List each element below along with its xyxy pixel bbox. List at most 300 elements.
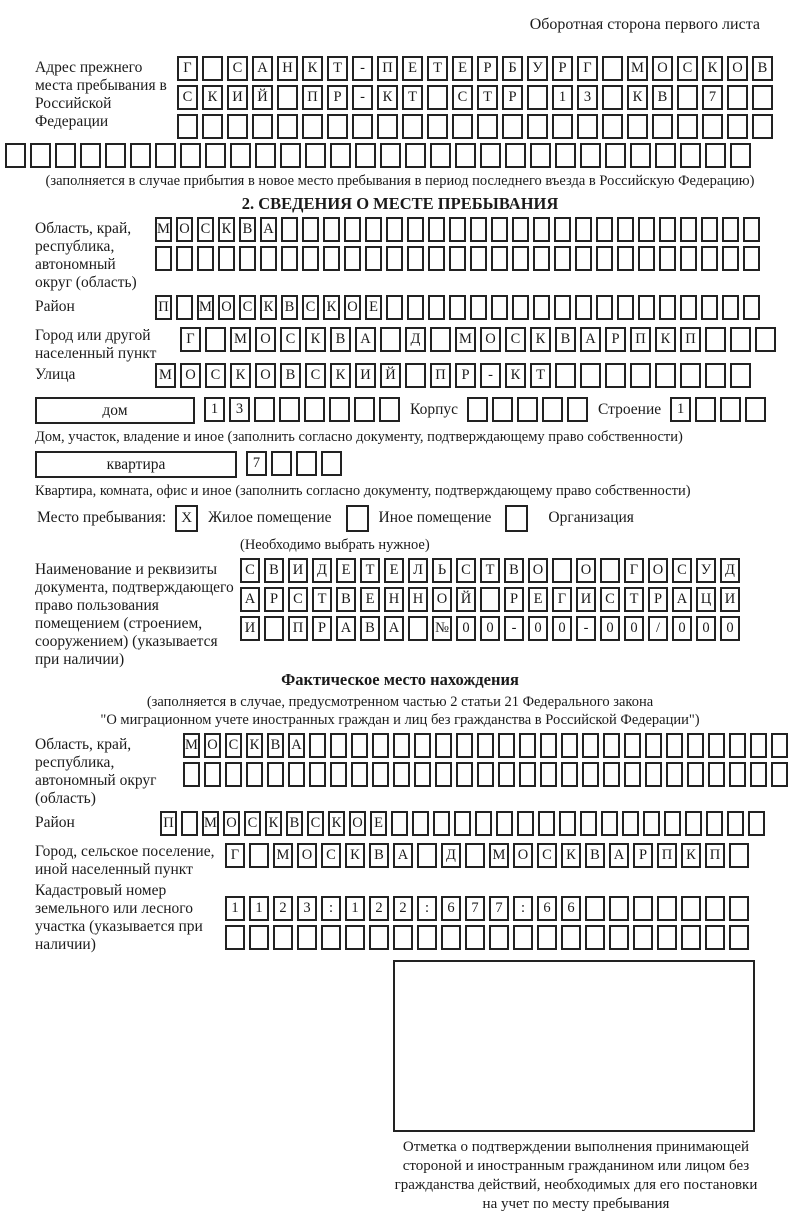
char-box[interactable]: Р — [633, 843, 653, 868]
char-box[interactable] — [255, 143, 276, 168]
char-box[interactable] — [677, 85, 698, 110]
char-box[interactable] — [277, 85, 298, 110]
char-box[interactable]: 0 — [624, 616, 644, 641]
char-box[interactable] — [585, 925, 605, 950]
char-box[interactable]: 0 — [552, 616, 572, 641]
inoe-checkbox[interactable] — [346, 505, 369, 532]
char-box[interactable] — [645, 762, 662, 787]
char-box[interactable]: Д — [441, 843, 461, 868]
char-box[interactable]: 2 — [393, 896, 413, 921]
char-box[interactable] — [323, 217, 340, 242]
char-box[interactable]: / — [648, 616, 668, 641]
char-box[interactable]: 2 — [273, 896, 293, 921]
char-box[interactable]: Т — [402, 85, 423, 110]
char-box[interactable] — [575, 217, 592, 242]
char-box[interactable] — [304, 397, 325, 422]
char-box[interactable]: А — [609, 843, 629, 868]
char-box[interactable]: П — [160, 811, 177, 836]
char-box[interactable]: 7 — [489, 896, 509, 921]
char-box[interactable] — [428, 217, 445, 242]
char-box[interactable]: Р — [504, 587, 524, 612]
char-box[interactable] — [666, 733, 683, 758]
char-box[interactable] — [596, 217, 613, 242]
char-box[interactable] — [680, 217, 697, 242]
char-box[interactable]: 0 — [480, 616, 500, 641]
char-box[interactable]: В — [286, 811, 303, 836]
char-box[interactable]: К — [681, 843, 701, 868]
char-box[interactable]: У — [527, 56, 548, 81]
char-box[interactable]: С — [321, 843, 341, 868]
char-box[interactable]: В — [360, 616, 380, 641]
char-box[interactable]: 6 — [441, 896, 461, 921]
char-box[interactable] — [533, 217, 550, 242]
char-box[interactable] — [743, 295, 760, 320]
char-box[interactable] — [512, 246, 529, 271]
char-box[interactable] — [513, 925, 533, 950]
char-box[interactable] — [627, 114, 648, 139]
char-box[interactable]: Т — [530, 363, 551, 388]
char-box[interactable] — [280, 143, 301, 168]
char-box[interactable] — [527, 114, 548, 139]
char-box[interactable] — [369, 925, 389, 950]
char-box[interactable] — [489, 925, 509, 950]
char-box[interactable] — [677, 114, 698, 139]
char-box[interactable]: В — [239, 217, 256, 242]
char-box[interactable] — [542, 397, 563, 422]
char-box[interactable] — [752, 114, 773, 139]
char-box[interactable] — [260, 246, 277, 271]
char-box[interactable] — [254, 397, 275, 422]
char-box[interactable]: 7 — [246, 451, 267, 476]
char-box[interactable]: В — [267, 733, 284, 758]
char-box[interactable] — [687, 733, 704, 758]
char-box[interactable] — [652, 114, 673, 139]
char-box[interactable] — [281, 217, 298, 242]
char-box[interactable] — [372, 733, 389, 758]
char-box[interactable]: К — [330, 363, 351, 388]
char-box[interactable] — [323, 246, 340, 271]
char-box[interactable]: О — [176, 217, 193, 242]
char-box[interactable] — [218, 246, 235, 271]
char-box[interactable]: А — [336, 616, 356, 641]
char-box[interactable]: П — [630, 327, 651, 352]
char-box[interactable]: О — [480, 327, 501, 352]
char-box[interactable] — [638, 295, 655, 320]
char-box[interactable]: О — [576, 558, 596, 583]
char-box[interactable]: - — [504, 616, 524, 641]
char-box[interactable] — [540, 733, 557, 758]
char-box[interactable] — [377, 114, 398, 139]
char-box[interactable] — [638, 217, 655, 242]
char-box[interactable]: А — [260, 217, 277, 242]
char-box[interactable] — [633, 925, 653, 950]
char-box[interactable] — [402, 114, 423, 139]
char-box[interactable] — [491, 246, 508, 271]
char-box[interactable] — [492, 397, 513, 422]
char-box[interactable] — [344, 246, 361, 271]
char-box[interactable] — [365, 217, 382, 242]
char-box[interactable]: М — [230, 327, 251, 352]
char-box[interactable] — [321, 451, 342, 476]
char-box[interactable] — [705, 327, 726, 352]
char-box[interactable] — [417, 925, 437, 950]
char-box[interactable]: О — [727, 56, 748, 81]
char-box[interactable]: Д — [405, 327, 426, 352]
char-box[interactable] — [177, 114, 198, 139]
char-box[interactable] — [344, 217, 361, 242]
char-box[interactable] — [664, 811, 681, 836]
char-box[interactable]: 1 — [552, 85, 573, 110]
char-box[interactable]: К — [561, 843, 581, 868]
char-box[interactable]: 1 — [670, 397, 691, 422]
char-box[interactable]: Г — [177, 56, 198, 81]
char-box[interactable]: С — [600, 587, 620, 612]
char-box[interactable]: Д — [720, 558, 740, 583]
char-box[interactable]: : — [513, 896, 533, 921]
char-box[interactable] — [708, 762, 725, 787]
char-box[interactable]: С — [456, 558, 476, 583]
char-box[interactable]: К — [655, 327, 676, 352]
char-box[interactable]: Б — [502, 56, 523, 81]
char-box[interactable] — [249, 843, 269, 868]
char-box[interactable] — [552, 558, 572, 583]
char-box[interactable] — [643, 811, 660, 836]
char-box[interactable] — [561, 733, 578, 758]
char-box[interactable]: Е — [365, 295, 382, 320]
char-box[interactable] — [205, 327, 226, 352]
char-box[interactable] — [729, 843, 749, 868]
char-box[interactable] — [449, 295, 466, 320]
char-box[interactable] — [449, 217, 466, 242]
char-box[interactable]: А — [384, 616, 404, 641]
char-box[interactable] — [630, 363, 651, 388]
char-box[interactable]: А — [393, 843, 413, 868]
char-box[interactable] — [428, 246, 445, 271]
char-box[interactable] — [701, 295, 718, 320]
char-box[interactable] — [533, 295, 550, 320]
char-box[interactable]: М — [183, 733, 200, 758]
char-box[interactable] — [181, 811, 198, 836]
char-box[interactable] — [279, 397, 300, 422]
char-box[interactable] — [309, 762, 326, 787]
char-box[interactable]: : — [321, 896, 341, 921]
char-box[interactable] — [414, 762, 431, 787]
char-box[interactable] — [687, 762, 704, 787]
char-box[interactable] — [351, 733, 368, 758]
char-box[interactable]: Е — [402, 56, 423, 81]
char-box[interactable]: М — [155, 217, 172, 242]
char-box[interactable]: Р — [552, 56, 573, 81]
char-box[interactable] — [239, 246, 256, 271]
char-box[interactable] — [624, 762, 641, 787]
char-box[interactable] — [277, 114, 298, 139]
char-box[interactable] — [722, 217, 739, 242]
char-box[interactable] — [771, 733, 788, 758]
char-box[interactable] — [657, 925, 677, 950]
char-box[interactable]: С — [302, 295, 319, 320]
char-box[interactable] — [540, 762, 557, 787]
char-box[interactable]: О — [180, 363, 201, 388]
char-box[interactable]: П — [155, 295, 172, 320]
char-box[interactable] — [680, 295, 697, 320]
char-box[interactable]: П — [657, 843, 677, 868]
char-box[interactable] — [750, 733, 767, 758]
char-box[interactable]: Р — [455, 363, 476, 388]
char-box[interactable] — [305, 143, 326, 168]
char-box[interactable] — [659, 217, 676, 242]
char-box[interactable] — [288, 762, 305, 787]
char-box[interactable] — [417, 843, 437, 868]
char-box[interactable] — [449, 246, 466, 271]
char-box[interactable] — [729, 925, 749, 950]
char-box[interactable] — [430, 143, 451, 168]
char-box[interactable]: В — [369, 843, 389, 868]
char-box[interactable] — [329, 397, 350, 422]
char-box[interactable]: Й — [456, 587, 476, 612]
char-box[interactable]: С — [227, 56, 248, 81]
char-box[interactable] — [708, 733, 725, 758]
char-box[interactable]: Н — [277, 56, 298, 81]
char-box[interactable]: В — [330, 327, 351, 352]
char-box[interactable] — [30, 143, 51, 168]
char-box[interactable] — [559, 811, 576, 836]
char-box[interactable] — [681, 896, 701, 921]
char-box[interactable] — [633, 896, 653, 921]
char-box[interactable]: М — [273, 843, 293, 868]
char-box[interactable]: Т — [624, 587, 644, 612]
char-box[interactable] — [296, 451, 317, 476]
char-box[interactable]: Т — [477, 85, 498, 110]
char-box[interactable] — [580, 363, 601, 388]
char-box[interactable]: К — [302, 56, 323, 81]
char-box[interactable]: 3 — [577, 85, 598, 110]
char-box[interactable]: К — [230, 363, 251, 388]
char-box[interactable]: Т — [360, 558, 380, 583]
char-box[interactable] — [730, 327, 751, 352]
char-box[interactable]: Г — [552, 587, 572, 612]
char-box[interactable] — [456, 762, 473, 787]
char-box[interactable] — [685, 811, 702, 836]
char-box[interactable]: М — [489, 843, 509, 868]
char-box[interactable]: К — [345, 843, 365, 868]
char-box[interactable] — [155, 143, 176, 168]
char-box[interactable] — [609, 896, 629, 921]
char-box[interactable] — [330, 143, 351, 168]
char-box[interactable]: В — [585, 843, 605, 868]
char-box[interactable] — [575, 246, 592, 271]
char-box[interactable] — [405, 143, 426, 168]
char-box[interactable] — [729, 762, 746, 787]
char-box[interactable]: Л — [408, 558, 428, 583]
char-box[interactable]: С — [280, 327, 301, 352]
char-box[interactable] — [386, 295, 403, 320]
char-box[interactable]: С — [537, 843, 557, 868]
char-box[interactable] — [441, 925, 461, 950]
char-box[interactable]: Е — [528, 587, 548, 612]
char-box[interactable]: 7 — [465, 896, 485, 921]
char-box[interactable]: К — [305, 327, 326, 352]
char-box[interactable] — [430, 327, 451, 352]
char-box[interactable]: К — [377, 85, 398, 110]
char-box[interactable] — [393, 925, 413, 950]
char-box[interactable] — [302, 114, 323, 139]
char-box[interactable] — [480, 587, 500, 612]
char-box[interactable]: С — [177, 85, 198, 110]
char-box[interactable]: Г — [180, 327, 201, 352]
char-box[interactable] — [452, 114, 473, 139]
char-box[interactable] — [491, 217, 508, 242]
char-box[interactable] — [701, 246, 718, 271]
char-box[interactable] — [603, 733, 620, 758]
char-box[interactable] — [555, 143, 576, 168]
char-box[interactable]: О — [652, 56, 673, 81]
char-box[interactable]: О — [297, 843, 317, 868]
char-box[interactable]: Р — [477, 56, 498, 81]
char-box[interactable]: И — [288, 558, 308, 583]
char-box[interactable]: Т — [427, 56, 448, 81]
char-box[interactable]: С — [677, 56, 698, 81]
char-box[interactable] — [80, 143, 101, 168]
char-box[interactable]: Т — [480, 558, 500, 583]
char-box[interactable] — [730, 143, 751, 168]
char-box[interactable]: Р — [605, 327, 626, 352]
char-box[interactable] — [105, 143, 126, 168]
char-box[interactable] — [407, 217, 424, 242]
char-box[interactable] — [748, 811, 765, 836]
char-box[interactable]: Ь — [432, 558, 452, 583]
char-box[interactable]: О — [648, 558, 668, 583]
char-box[interactable] — [302, 217, 319, 242]
char-box[interactable] — [408, 616, 428, 641]
char-box[interactable]: Й — [380, 363, 401, 388]
char-box[interactable] — [585, 896, 605, 921]
char-box[interactable] — [427, 85, 448, 110]
char-box[interactable] — [727, 85, 748, 110]
char-box[interactable] — [428, 295, 445, 320]
char-box[interactable] — [197, 246, 214, 271]
char-box[interactable]: К — [265, 811, 282, 836]
char-box[interactable] — [412, 811, 429, 836]
char-box[interactable] — [638, 246, 655, 271]
char-box[interactable]: С — [505, 327, 526, 352]
char-box[interactable]: Т — [312, 587, 332, 612]
char-box[interactable] — [745, 397, 766, 422]
char-box[interactable]: О — [349, 811, 366, 836]
char-box[interactable]: В — [652, 85, 673, 110]
char-box[interactable] — [435, 733, 452, 758]
char-box[interactable]: В — [264, 558, 284, 583]
char-box[interactable] — [321, 925, 341, 950]
char-box[interactable] — [470, 246, 487, 271]
char-box[interactable]: Д — [312, 558, 332, 583]
char-box[interactable] — [582, 733, 599, 758]
char-box[interactable]: М — [155, 363, 176, 388]
char-box[interactable] — [752, 85, 773, 110]
char-box[interactable] — [230, 143, 251, 168]
char-box[interactable] — [552, 114, 573, 139]
char-box[interactable] — [617, 217, 634, 242]
char-box[interactable]: С — [452, 85, 473, 110]
char-box[interactable]: В — [752, 56, 773, 81]
char-box[interactable]: С — [672, 558, 692, 583]
char-box[interactable] — [720, 397, 741, 422]
char-box[interactable] — [391, 811, 408, 836]
char-box[interactable]: 0 — [696, 616, 716, 641]
char-box[interactable] — [729, 896, 749, 921]
char-box[interactable]: Е — [384, 558, 404, 583]
char-box[interactable]: П — [430, 363, 451, 388]
char-box[interactable] — [577, 114, 598, 139]
char-box[interactable] — [727, 114, 748, 139]
kvartira-box[interactable]: квартира — [35, 451, 237, 478]
char-box[interactable] — [624, 733, 641, 758]
char-box[interactable]: М — [627, 56, 648, 81]
char-box[interactable]: У — [696, 558, 716, 583]
char-box[interactable]: И — [720, 587, 740, 612]
char-box[interactable]: С — [239, 295, 256, 320]
char-box[interactable]: - — [352, 56, 373, 81]
char-box[interactable]: С — [244, 811, 261, 836]
char-box[interactable]: С — [205, 363, 226, 388]
char-box[interactable]: Т — [327, 56, 348, 81]
char-box[interactable] — [680, 246, 697, 271]
char-box[interactable] — [596, 295, 613, 320]
char-box[interactable]: А — [355, 327, 376, 352]
char-box[interactable]: С — [240, 558, 260, 583]
char-box[interactable] — [659, 246, 676, 271]
char-box[interactable]: П — [705, 843, 725, 868]
char-box[interactable] — [695, 397, 716, 422]
char-box[interactable] — [680, 363, 701, 388]
char-box[interactable] — [555, 363, 576, 388]
char-box[interactable] — [609, 925, 629, 950]
char-box[interactable] — [183, 762, 200, 787]
char-box[interactable] — [386, 217, 403, 242]
char-box[interactable] — [575, 295, 592, 320]
char-box[interactable] — [427, 114, 448, 139]
char-box[interactable] — [467, 397, 488, 422]
char-box[interactable]: А — [580, 327, 601, 352]
char-box[interactable]: 6 — [537, 896, 557, 921]
char-box[interactable] — [705, 925, 725, 950]
char-box[interactable]: И — [576, 587, 596, 612]
char-box[interactable] — [666, 762, 683, 787]
char-box[interactable]: О — [255, 327, 276, 352]
char-box[interactable] — [477, 762, 494, 787]
char-box[interactable]: И — [227, 85, 248, 110]
char-box[interactable] — [659, 295, 676, 320]
char-box[interactable]: 1 — [249, 896, 269, 921]
char-box[interactable] — [601, 811, 618, 836]
char-box[interactable] — [554, 246, 571, 271]
char-box[interactable] — [225, 925, 245, 950]
char-box[interactable]: Н — [384, 587, 404, 612]
char-box[interactable] — [729, 733, 746, 758]
char-box[interactable] — [605, 363, 626, 388]
char-box[interactable] — [750, 762, 767, 787]
char-box[interactable]: К — [323, 295, 340, 320]
char-box[interactable] — [517, 397, 538, 422]
char-box[interactable] — [470, 295, 487, 320]
char-box[interactable]: О — [223, 811, 240, 836]
char-box[interactable] — [622, 811, 639, 836]
char-box[interactable] — [582, 762, 599, 787]
char-box[interactable]: К — [202, 85, 223, 110]
char-box[interactable]: О — [204, 733, 221, 758]
char-box[interactable] — [225, 762, 242, 787]
char-box[interactable] — [727, 811, 744, 836]
char-box[interactable]: С — [288, 587, 308, 612]
